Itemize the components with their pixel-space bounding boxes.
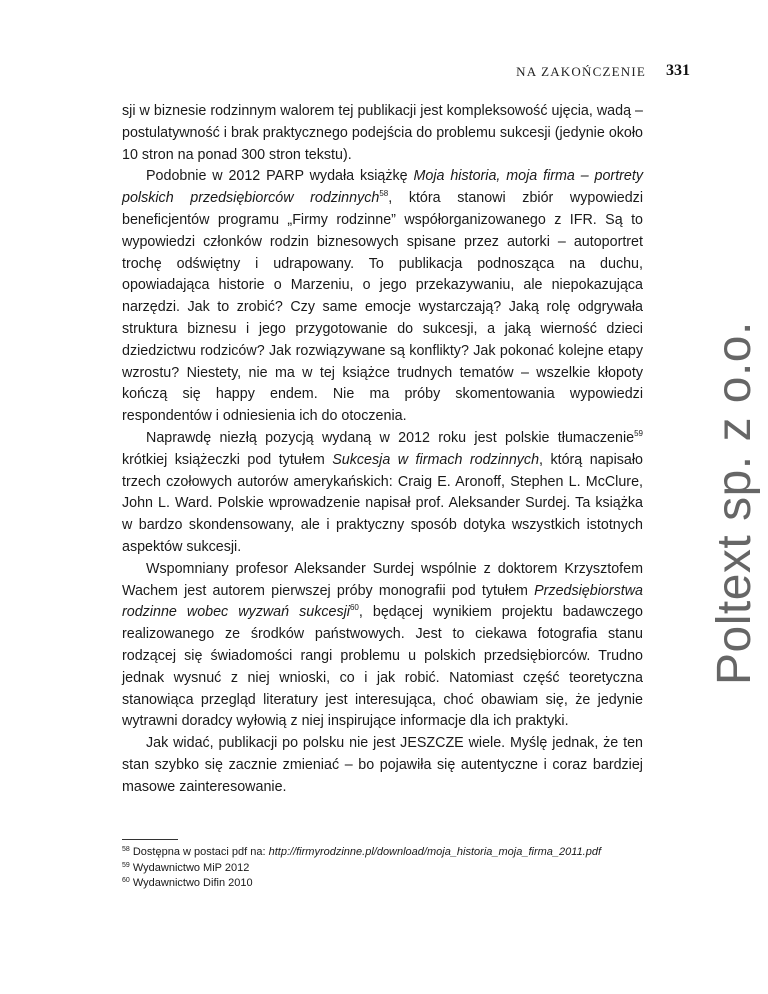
footnote-reference: 59	[634, 428, 643, 438]
footnote-separator	[122, 839, 178, 840]
page-number: 331	[666, 62, 690, 79]
running-head: NA ZAKOŃCZENIE	[516, 64, 646, 79]
footnote-text: Dostępna w postaci pdf na:	[132, 846, 269, 858]
footnote-number: 59	[122, 861, 130, 869]
footnote-number: 58	[122, 846, 130, 853]
footnote-reference: 58	[379, 189, 389, 199]
paragraph	[122, 101, 643, 166]
paragraph-text: Naprawdę niezłą pozycją wydaną w 2012 roku jest polskie tłumaczenie	[146, 429, 635, 446]
footnote	[122, 876, 652, 892]
footnote-number: 60	[122, 877, 130, 884]
publisher-watermark: Poltext sp. z o.o.	[708, 321, 761, 685]
paragraph-text: krótkiej książeczki pod tytułem	[122, 451, 333, 468]
paragraph	[122, 428, 643, 559]
paragraph-text: , która stanowi zbiór wypowiedzi beneficjentów programu „Firmy rodzinne” współorganizowanego z IFR. Są to wypowiedzi członków rodzin biznesowych spisane przez autorki – autoportret trochę odświętny i udrapowany. To publikacja podnosząca na duchu, opowiadająca historie o Marzeniu, o jego przekazywaniu, ale niepokazująca narzędzi. Jak to zrobić? Czy same emocje wystarczają? Jaką rolę odgrywała struktura biznesu i jego przygotowanie do sukcesji, a jaką wierność dzieci dziedzictwu rodziców? Jak rozwiązywane są konflikty? Jak pokonać kolejne etapy wzrostu? Niestety, nie ma w tej książce trudnych tematów – wszelkie kłopoty kończą się happy endem. Nie ma próby skomentowania wypowiedzi respondentów i odniesienia ich do otoczenia.	[122, 190, 643, 425]
paragraph-text: Podobnie w 2012 PARP wydała książkę	[146, 168, 414, 185]
footnote	[122, 845, 652, 861]
footnote-text: Wydawnictwo MiP 2012	[132, 861, 250, 874]
page-header	[122, 62, 690, 84]
footnotes	[122, 845, 652, 892]
book-title: Moja historia, moja firma – portrety polskich przedsiębiorców rodzinnych	[122, 168, 643, 207]
book-title: Sukcesja w firmach rodzinnych	[332, 451, 540, 468]
paragraph	[122, 166, 643, 428]
paragraph-text: sji w biznesie rodzinnym walorem tej publikacji jest kompleksowość ujęcia, wadą – postulatywność i brak praktycznego podejścia do problemu sukcesji (jedynie około 10 stron na ponad 300 stron tekstu).	[122, 103, 643, 163]
paragraph	[122, 733, 643, 798]
footnote-reference: 60	[349, 603, 359, 613]
paragraph-text: Jak widać, publikacji po polsku nie jest JESZCZE wiele. Myślę jednak, że ten stan szybko się zacznie zmieniać – bo pojawiła się autentyczne i coraz bardziej masowe zainteresowanie.	[122, 735, 643, 795]
paragraph-text: Wspomniany profesor Aleksander Surdej wspólnie z doktorem Krzysztofem Wachem jest autorem pierwszej próby monografii pod tytułem	[122, 560, 643, 599]
footnote-text: Wydawnictwo Difin 2010	[132, 877, 253, 889]
paragraph-text: , będącej wynikiem projektu badawczego realizowanego ze środków państwowych. Jest to ciekawa fotografia stanu rodzącej się świadomości rangi problemu u polskich przedsiębiorców. Trudno jednak wysnuć z niej wnioski, co i jak robić. Natomiast część teoretyczna stanowiąca przegląd literatury jest interesująca, choć obawiam się, że jedynie wytrawni doradcy wyłowią z niej inspirujące informacje dla ich praktyki.	[122, 604, 643, 730]
body-text	[122, 101, 643, 799]
book-title: Przedsiębiorstwa rodzinne wobec wyzwań sukcesji	[122, 582, 643, 621]
paragraph	[122, 559, 643, 733]
paragraph-text: , którą napisało trzech czołowych autorów amerykańskich: Craig E. Aronoff, Stephen L. McClure, John L. Ward. Polskie wprowadzenie napisał prof. Aleksander Surdej. Ta książka w bardzo skondensowany, ale i praktyczny sposób dotyka wszystkich istotnych aspektów sukcesji.	[122, 451, 643, 555]
footnote-url: http://firmyrodzinne.pl/download/moja_historia_moja_firma_2011.pdf	[268, 846, 602, 858]
footnote	[122, 861, 652, 877]
